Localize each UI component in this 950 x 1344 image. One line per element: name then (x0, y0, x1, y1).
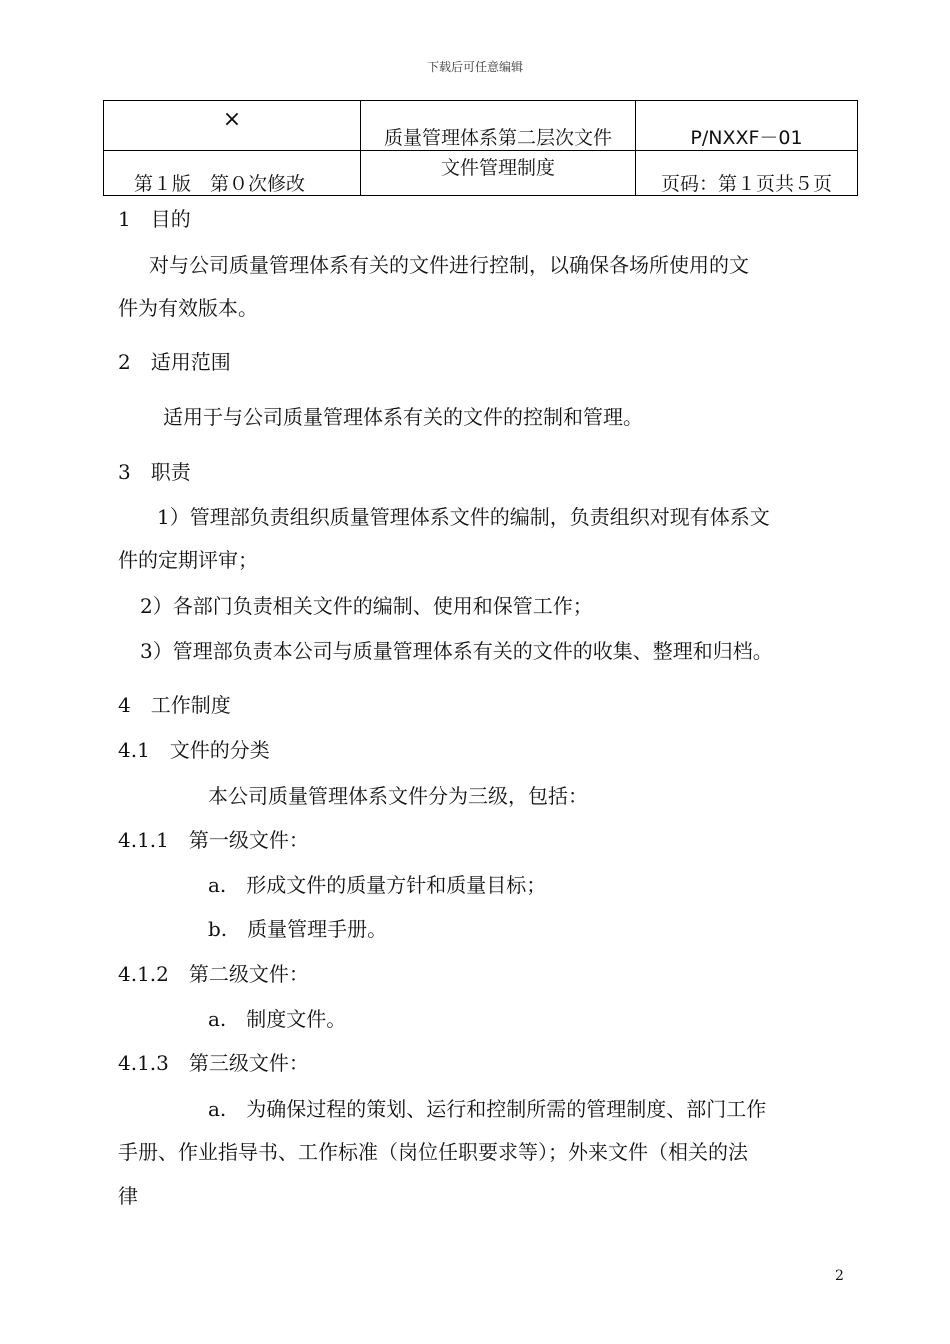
section-heading-work-rules: 4 工作制度 (118, 693, 231, 717)
header-row-1 (104, 101, 858, 151)
header-mark: × (104, 101, 361, 151)
section-heading-scope: 2 适用范围 (118, 350, 231, 374)
body-line: 2）各部门负责相关文件的编制、使用和保管工作； (140, 594, 593, 618)
section-heading-purpose: 1 目的 (118, 207, 191, 231)
body-line: 3）管理部负责本公司与质量管理体系有关的文件的收集、整理和归档。 (140, 639, 773, 663)
body-line: 手册、作业指导书、工作标准（岗位任职要求等）；外来文件（相关的法 (118, 1140, 748, 1164)
subsection-heading: 4.1.3 第三级文件： (118, 1051, 309, 1075)
header-doc-code: P/NXXF－01 (636, 101, 858, 151)
header-doc-level: 质量管理体系第二层次文件 (361, 101, 636, 151)
body-line: 本公司质量管理体系文件分为三级，包括： (208, 784, 588, 808)
top-note: 下载后可任意编辑 (426, 60, 523, 74)
subsection-heading: 4.1 文件的分类 (118, 738, 270, 762)
list-item: b. 质量管理手册。 (208, 917, 388, 941)
body-line: 律 (118, 1184, 138, 1208)
subsection-heading: 4.1.2 第二级文件： (118, 962, 309, 986)
list-item: a. 制度文件。 (208, 1007, 347, 1031)
header-row-2 (104, 151, 858, 196)
body-line: 件为有效版本。 (118, 296, 258, 320)
header-doc-title: 文件管理制度 (361, 151, 636, 196)
section-heading-duties: 3 职责 (118, 460, 191, 484)
list-item: a. 为确保过程的策划、运行和控制所需的管理制度、部门工作 (208, 1097, 767, 1121)
list-item: a. 形成文件的质量方针和质量目标； (208, 873, 547, 897)
body-line: 适用于与公司质量管理体系有关的文件的控制和管理。 (163, 405, 643, 429)
document-header-table (103, 100, 858, 196)
header-page-info: 页码：第１页共５页 (636, 151, 858, 196)
subsection-heading: 4.1.1 第一级文件： (118, 828, 309, 852)
page-number: 2 (835, 1268, 844, 1284)
body-line: 对与公司质量管理体系有关的文件进行控制，以确保各场所使用的文 (149, 253, 749, 277)
body-line: 件的定期评审； (118, 548, 258, 572)
body-line: 1）管理部负责组织质量管理体系文件的编制，负责组织对现有体系文 (157, 505, 770, 529)
header-version: 第１版 第０次修改 (104, 151, 361, 196)
